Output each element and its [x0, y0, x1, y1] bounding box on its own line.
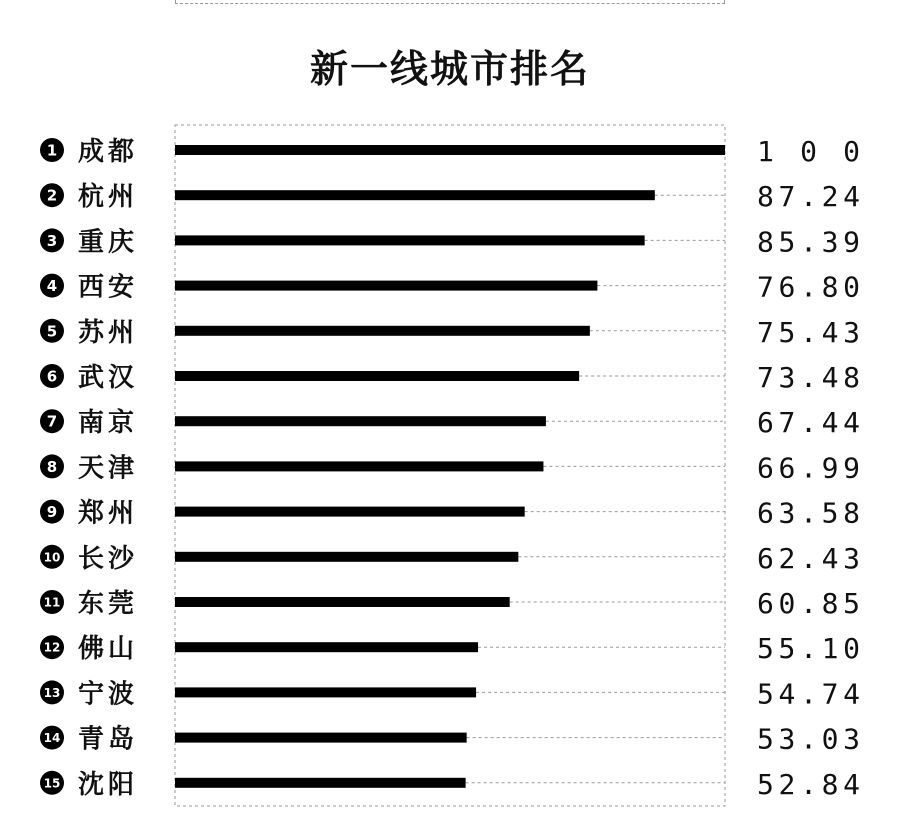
rank-number: 3	[46, 231, 58, 250]
value-label: 76.80	[757, 270, 860, 304]
value-label: 54.74	[757, 677, 860, 711]
rank-number: 4	[46, 277, 58, 296]
rank-number: 12	[43, 640, 61, 655]
value-label: 73.48	[757, 361, 860, 394]
city-label: 武汉	[78, 363, 139, 393]
value-label: 55.10	[757, 632, 860, 666]
city-label: 长沙	[78, 543, 139, 574]
bar	[175, 507, 525, 517]
value-label: 87.24	[757, 180, 860, 214]
bar	[175, 326, 590, 336]
rank-number: 2	[46, 186, 58, 205]
city-label: 天津	[78, 453, 139, 484]
value-label: 62.43	[757, 541, 860, 575]
city-label: 郑州	[78, 498, 139, 529]
value-label: 63.58	[757, 496, 860, 530]
value-label: 60.85	[757, 587, 860, 620]
bar	[175, 687, 476, 697]
city-label: 宁波	[78, 679, 139, 710]
rank-number: 5	[46, 322, 58, 341]
rank-number: 9	[46, 503, 58, 522]
value-label: 75.43	[757, 315, 860, 349]
bar	[175, 461, 543, 471]
bar	[175, 190, 655, 200]
value-label: 53.03	[757, 722, 860, 756]
city-label: 杭州	[78, 182, 139, 213]
value-label: 85.39	[757, 225, 860, 259]
rank-number: 15	[43, 776, 61, 791]
city-label: 东莞	[78, 589, 139, 619]
bar	[175, 733, 467, 743]
city-label: 沈阳	[78, 769, 139, 800]
city-label: 重庆	[78, 227, 139, 258]
bar	[175, 597, 510, 607]
city-label: 佛山	[78, 634, 139, 665]
bar	[175, 552, 518, 562]
bar	[175, 371, 579, 381]
chart-title: 新一线城市排名	[309, 47, 590, 91]
value-label: 67.44	[757, 406, 860, 440]
rank-number: 8	[46, 457, 58, 476]
value-label: 100	[757, 135, 860, 168]
rank-number: 11	[43, 595, 61, 610]
rank-number: 14	[43, 731, 61, 746]
rank-number: 10	[43, 550, 61, 565]
bar	[175, 778, 466, 788]
city-label: 西安	[78, 272, 139, 303]
bar	[175, 416, 546, 426]
rank-number: 6	[46, 367, 58, 386]
rank-number: 1	[46, 141, 58, 160]
city-label: 苏州	[78, 317, 139, 348]
rank-number: 7	[46, 412, 58, 431]
city-label: 青岛	[78, 724, 139, 755]
bar	[175, 281, 597, 291]
value-label: 66.99	[757, 451, 860, 485]
city-label: 成都	[78, 137, 139, 167]
value-label: 52.84	[757, 767, 860, 801]
city-label: 南京	[78, 408, 139, 439]
bar	[175, 235, 645, 245]
bar	[175, 642, 478, 652]
bar	[175, 145, 725, 155]
rank-number: 13	[43, 685, 61, 700]
